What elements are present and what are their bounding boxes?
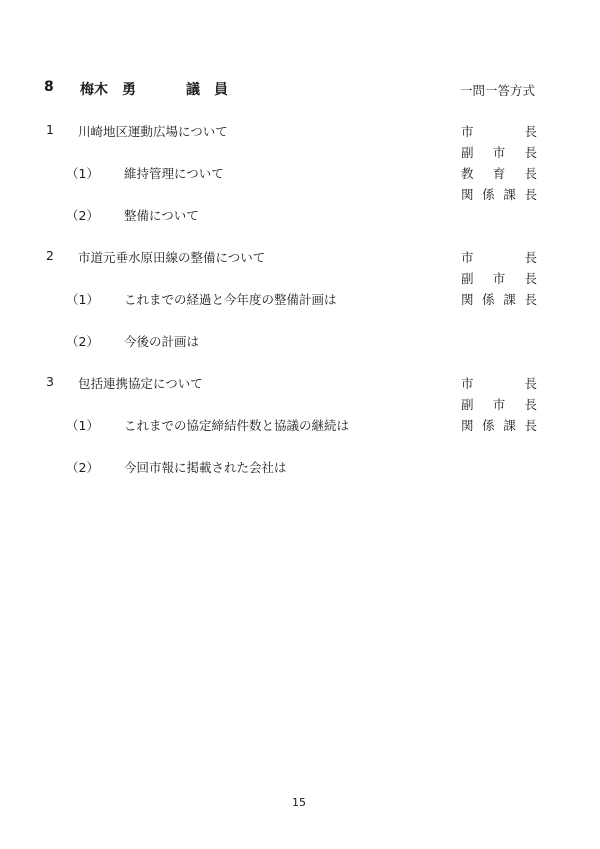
question-1-sub-1-text: 維持管理について bbox=[124, 166, 224, 181]
question-3-sub-1-text: これまでの協定締結件数と協議の継続は bbox=[124, 418, 350, 433]
question-2-title: 市道元垂水原田線の整備について bbox=[78, 250, 266, 265]
question-2-number: 2 bbox=[46, 248, 54, 263]
question-format: 一問一答方式 bbox=[460, 83, 536, 98]
question-3-number: 3 bbox=[46, 374, 54, 389]
respondent-deputy-mayor: 副 市 長 bbox=[461, 271, 537, 286]
question-1-number: 1 bbox=[46, 122, 54, 137]
question-1-sub-1-number: （1） bbox=[66, 166, 99, 181]
question-1-title: 川崎地区運動広場について bbox=[78, 124, 228, 139]
page-number: 15 bbox=[292, 796, 306, 809]
question-3-sub-2-text: 今回市報に掲載された会社は bbox=[124, 460, 287, 475]
question-1-sub-2-number: （2） bbox=[66, 208, 99, 223]
respondent-deputy-mayor: 副 市 長 bbox=[461, 397, 537, 412]
question-2-sub-2-number: （2） bbox=[66, 334, 99, 349]
respondent-deputy-mayor: 副 市 長 bbox=[461, 145, 537, 160]
respondent-superintendent: 教 育 長 bbox=[461, 166, 537, 181]
respondent-section-chiefs: 関 係 課 長 bbox=[461, 292, 537, 307]
question-2-sub-2-text: 今後の計画は bbox=[124, 334, 200, 349]
respondent-mayor: 市 長 bbox=[461, 250, 537, 265]
question-3-title: 包括連携協定について bbox=[78, 376, 203, 391]
member-title: 議 員 bbox=[186, 82, 228, 98]
question-2-sub-1-text: これまでの経過と今年度の整備計画は bbox=[124, 292, 337, 307]
respondent-section-chiefs: 関 係 課 長 bbox=[461, 187, 537, 202]
question-3-sub-1-number: （1） bbox=[66, 418, 99, 433]
member-name: 梅木 勇 bbox=[80, 82, 136, 98]
question-3-sub-2-number: （2） bbox=[66, 460, 99, 475]
respondent-section-chiefs: 関 係 課 長 bbox=[461, 418, 537, 433]
question-1-sub-2-text: 整備について bbox=[124, 208, 199, 223]
member-number: 8 bbox=[44, 79, 54, 95]
question-2-sub-1-number: （1） bbox=[66, 292, 99, 307]
respondent-mayor: 市 長 bbox=[461, 376, 537, 391]
respondent-mayor: 市 長 bbox=[461, 124, 537, 139]
